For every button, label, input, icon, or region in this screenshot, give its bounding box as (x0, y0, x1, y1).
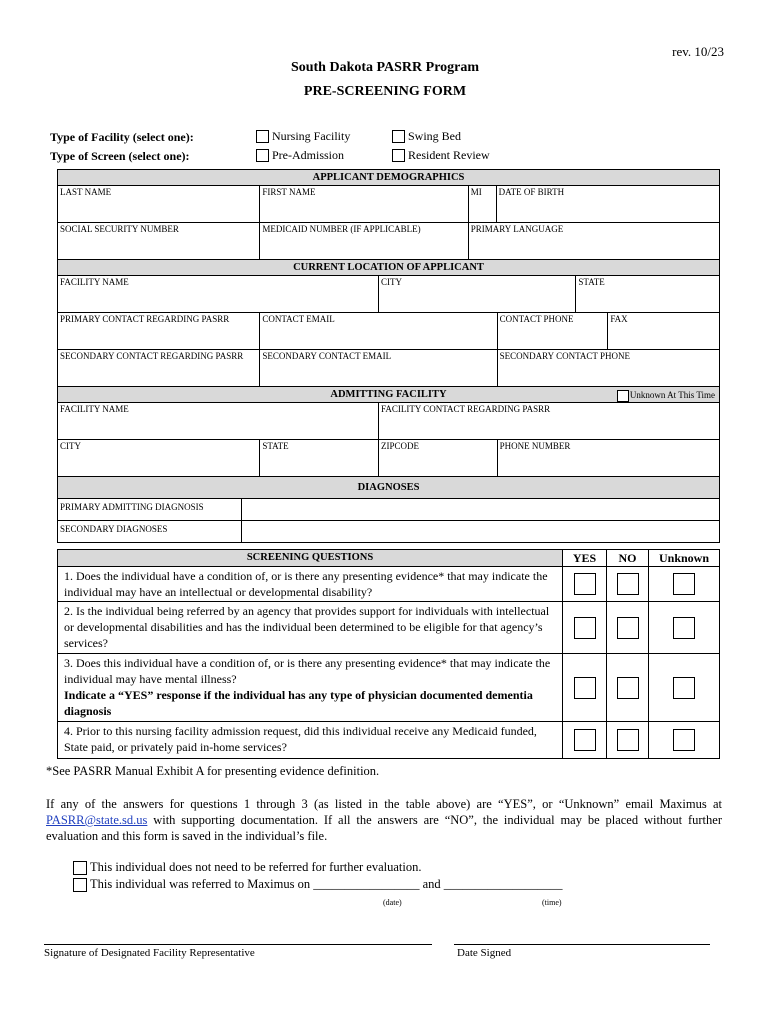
contact-phone-field[interactable]: CONTACT PHONE (498, 313, 609, 349)
admitting-title: ADMITTING FACILITY (330, 389, 447, 400)
no-column-header: NO (607, 550, 649, 566)
pre-admission-label: Pre-Admission (272, 148, 344, 162)
q3-no-checkbox[interactable] (617, 677, 639, 699)
ssn-field[interactable]: SOCIAL SECURITY NUMBER (58, 223, 260, 259)
location-row-2 (58, 313, 719, 350)
q4-unknown-cell (649, 722, 719, 758)
resident-review-label: Resident Review (408, 148, 490, 162)
demographics-header: APPLICANT DEMOGRAPHICS (58, 170, 719, 186)
screen-type-label: Type of Screen (select one): (50, 149, 190, 163)
diagnoses-header: DIAGNOSES (58, 477, 719, 499)
admitting-facility-name-field[interactable]: FACILITY NAME (58, 403, 379, 439)
pre-admission-option[interactable] (256, 148, 344, 163)
question-row-1 (58, 567, 719, 602)
q2-yes-cell (563, 602, 607, 653)
nursing-facility-option[interactable] (256, 129, 350, 144)
admitting-row-1 (58, 403, 719, 440)
resident-review-checkbox[interactable] (392, 149, 405, 162)
swing-bed-label: Swing Bed (408, 129, 462, 143)
mi-field[interactable]: MI (469, 186, 497, 222)
q4-unknown-checkbox[interactable] (673, 729, 695, 751)
secondary-phone-field[interactable]: SECONDARY CONTACT PHONE (499, 351, 630, 361)
nursing-facility-checkbox[interactable] (256, 130, 269, 143)
signature-line[interactable] (44, 944, 432, 945)
date-signed-line[interactable] (454, 944, 710, 945)
question-4-text: 4. Prior to this nursing facility admission request, did this individual receive any Medicaid funded, State paid, or privately paid in-home services? (58, 722, 563, 758)
admitting-phone-field[interactable]: PHONE NUMBER (499, 441, 571, 451)
q3-yes-checkbox[interactable] (574, 677, 596, 699)
q4-no-checkbox[interactable] (617, 729, 639, 751)
date-signed-label: Date Signed (457, 947, 512, 959)
primary-diagnosis-label: PRIMARY ADMITTING DIAGNOSIS (58, 499, 242, 520)
signature-label: Signature of Designated Facility Representative (44, 947, 255, 959)
admitting-contact-field[interactable]: FACILITY CONTACT REGARDING PASRR (381, 404, 551, 414)
secondary-contact-field[interactable]: SECONDARY CONTACT REGARDING PASRR (58, 350, 260, 386)
form-title: PRE-SCREENING FORM (303, 84, 467, 99)
language-field[interactable]: PRIMARY LANGUAGE (470, 224, 564, 234)
question-3-cell (58, 654, 563, 721)
yes-column-header: YES (563, 550, 607, 566)
q3-yes-cell (563, 654, 607, 721)
not-referred-checkbox[interactable] (73, 861, 87, 875)
q1-unknown-cell (649, 567, 719, 601)
fax-field[interactable]: FAX (610, 314, 628, 324)
not-referred-option[interactable] (73, 860, 421, 875)
diagnoses-row-1 (58, 499, 719, 521)
screening-header-row (58, 550, 719, 567)
email-link[interactable]: PASRR@state.sd.us (46, 813, 148, 827)
unknown-column-header: Unknown (658, 551, 710, 565)
q2-yes-checkbox[interactable] (574, 617, 596, 639)
question-row-2 (58, 602, 719, 654)
resident-review-option[interactable] (392, 148, 490, 163)
swing-bed-option[interactable] (392, 129, 461, 144)
date-caption: (date) (383, 898, 402, 907)
q2-unknown-checkbox[interactable] (673, 617, 695, 639)
screening-table (57, 549, 720, 759)
location-row-3 (58, 350, 719, 387)
question-row-3 (58, 654, 719, 722)
secondary-diagnosis-label: SECONDARY DIAGNOSES (58, 521, 242, 542)
medicaid-field[interactable]: MEDICAID NUMBER (IF APPLICABLE) (260, 223, 468, 259)
footnote: *See PASRR Manual Exhibit A for presenting evidence definition. (46, 764, 380, 778)
admitting-zip-field[interactable]: ZIPCODE (379, 440, 498, 476)
screening-title: SCREENING QUESTIONS (58, 550, 563, 566)
q2-no-cell (607, 602, 649, 653)
q2-no-checkbox[interactable] (617, 617, 639, 639)
demographics-row-2 (58, 223, 719, 260)
question-2-text: 2. Is the individual being referred by an agency that provides support for individuals with intellectual or developmental disabilities and has the individual been determined to be eligible for that agency’s services? (58, 602, 563, 653)
q3-no-cell (607, 654, 649, 721)
unknown-option[interactable] (617, 388, 715, 403)
swing-bed-checkbox[interactable] (392, 130, 405, 143)
first-name-field[interactable]: FIRST NAME (260, 186, 468, 222)
revision-label: rev. 10/23 (672, 44, 724, 59)
q1-unknown-checkbox[interactable] (673, 573, 695, 595)
instructions-part-1: If any of the answers for questions 1 through 3 (as listed in the table above) are “YES”, or “Unknown” email Maximus at (46, 797, 722, 811)
question-1-text: 1. Does the individual have a condition of, or is there any presenting evidence* that may indicate the individual may have an intellectual or developmental disability? (58, 567, 563, 601)
referred-checkbox[interactable] (73, 878, 87, 892)
admitting-state-field[interactable]: STATE (260, 440, 379, 476)
current-state-field[interactable]: STATE (578, 277, 605, 287)
secondary-diagnosis-field[interactable] (242, 521, 719, 542)
demographics-row-1 (58, 186, 719, 223)
location-header: CURRENT LOCATION OF APPLICANT (58, 260, 719, 276)
unknown-checkbox[interactable] (617, 390, 629, 402)
q4-no-cell (607, 722, 649, 758)
pre-admission-checkbox[interactable] (256, 149, 269, 162)
q3-unknown-checkbox[interactable] (673, 677, 695, 699)
q1-yes-checkbox[interactable] (574, 573, 596, 595)
current-facility-name-field[interactable]: FACILITY NAME (58, 276, 379, 312)
unknown-label: Unknown At This Time (629, 390, 715, 400)
not-referred-label: This individual does not need to be referred for further evaluation. (90, 860, 422, 874)
diagnoses-row-2 (58, 521, 719, 543)
last-name-field[interactable]: LAST NAME (58, 186, 260, 222)
question-3-text: 3. Does this individual have a condition of, or is there any presenting evidence* that may indicate the individual may have mental illness? (64, 656, 551, 686)
contact-email-field[interactable]: CONTACT EMAIL (260, 313, 497, 349)
primary-diagnosis-field[interactable] (242, 499, 719, 520)
q3-unknown-cell (649, 654, 719, 721)
location-row-1 (58, 276, 719, 313)
q4-yes-cell (563, 722, 607, 758)
secondary-email-field[interactable]: SECONDARY CONTACT EMAIL (260, 350, 497, 386)
admitting-city-field[interactable]: CITY (58, 440, 260, 476)
nursing-facility-label: Nursing Facility (272, 129, 351, 143)
q1-yes-cell (563, 567, 607, 601)
question-3-note: Indicate a “YES” response if the individual has any type of physician documented dementia diagnosis (64, 688, 533, 718)
applicant-form (57, 169, 720, 543)
instructions-part-2: with supporting documentation. If all the answers are “NO”, the individual may be placed without further evaluation and this form is saved in the individual’s file. (46, 813, 722, 843)
program-title: South Dakota PASRR Program (290, 60, 480, 75)
q2-unknown-cell (649, 602, 719, 653)
facility-type-label: Type of Facility (select one): (50, 130, 194, 144)
referred-label: This individual was referred to Maximus on _________________ and ___________________ (90, 877, 563, 891)
admitting-row-2 (58, 440, 719, 477)
admitting-header (58, 387, 719, 403)
instructions-paragraph (46, 796, 722, 844)
referred-option[interactable] (73, 877, 563, 892)
time-caption: (time) (542, 898, 562, 907)
dob-field[interactable]: DATE OF BIRTH (498, 187, 565, 197)
q4-yes-checkbox[interactable] (574, 729, 596, 751)
primary-contact-field[interactable]: PRIMARY CONTACT REGARDING PASRR (58, 313, 260, 349)
current-city-field[interactable]: CITY (379, 276, 576, 312)
q1-no-cell (607, 567, 649, 601)
question-row-4 (58, 722, 719, 758)
q1-no-checkbox[interactable] (617, 573, 639, 595)
